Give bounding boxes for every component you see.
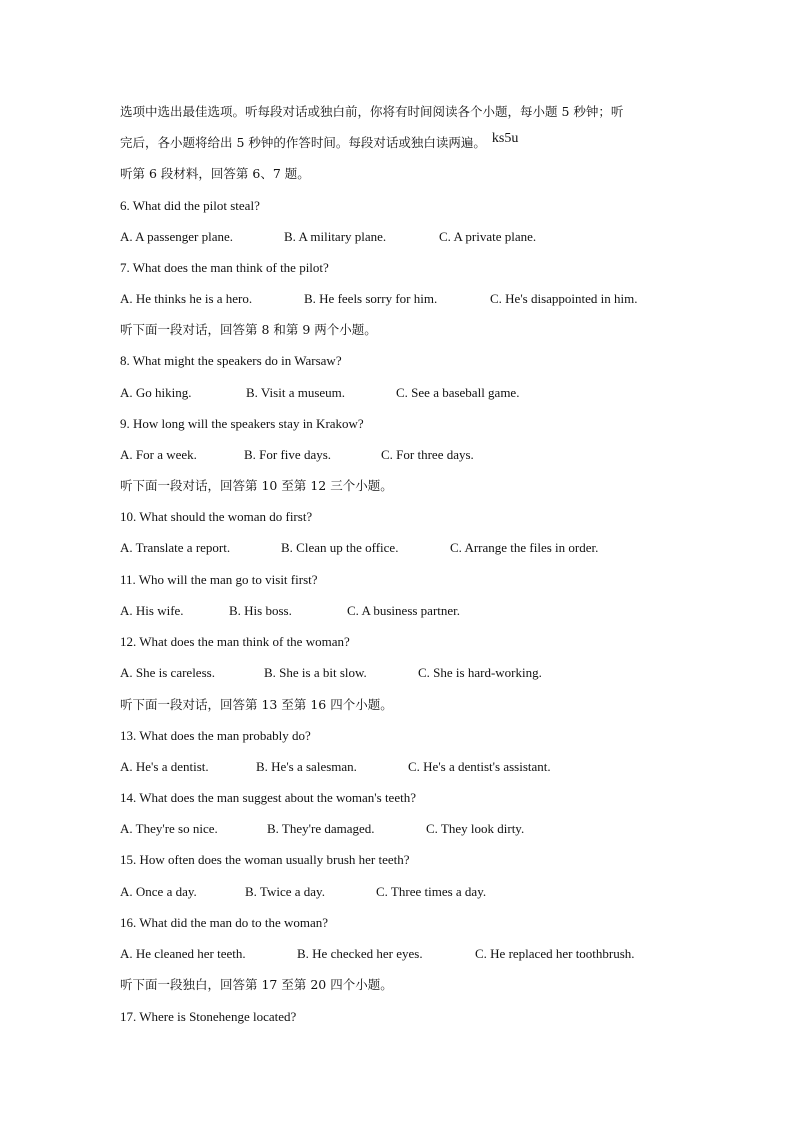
option-a: A. His wife. xyxy=(120,603,184,618)
question-9-stem: 9. How long will the speakers stay in Krakow? xyxy=(120,416,364,431)
option-c: C. She is hard-working. xyxy=(418,665,542,680)
question-6-stem: 6. What did the pilot steal? xyxy=(120,198,260,213)
option-c: C. Three times a day. xyxy=(376,884,487,899)
option-a: A. A passenger plane. xyxy=(120,229,234,244)
question-12-stem: 12. What does the man think of the woman? xyxy=(120,634,350,649)
option-a: A. He cleaned her teeth. xyxy=(120,946,246,961)
option-c: C. He replaced her toothbrush. xyxy=(475,946,635,961)
option-a: A. Once a day. xyxy=(120,884,197,899)
option-b: B. A military plane. xyxy=(284,229,387,244)
option-c: C. See a baseball game. xyxy=(396,385,520,400)
option-c: C. A business partner. xyxy=(347,603,461,618)
question-14-stem: 14. What does the man suggest about the woman's teeth? xyxy=(120,790,416,805)
option-c: C. He's a dentist's assistant. xyxy=(408,759,551,774)
option-b: B. He's a salesman. xyxy=(256,759,357,774)
section-heading-6: 听第 6 段材料，回答第 6、7 题。 xyxy=(120,166,310,181)
question-11-stem: 11. Who will the man go to visit first? xyxy=(120,572,318,587)
option-c: C. For three days. xyxy=(381,447,474,462)
question-15-stem: 15. How often does the woman usually brush her teeth? xyxy=(120,852,410,867)
option-a: A. She is careless. xyxy=(120,665,215,680)
watermark: ks5u xyxy=(491,131,519,146)
section-heading-7: 听下面一段对话，回答第 8 和第 9 两个小题。 xyxy=(120,322,377,337)
option-a: A. He's a dentist. xyxy=(120,759,209,774)
option-c: C. He's disappointed in him. xyxy=(490,291,638,306)
section-heading-9: 听下面一段对话，回答第 13 至第 16 四个小题。 xyxy=(120,697,393,712)
option-b: B. Visit a museum. xyxy=(246,385,346,400)
question-13-stem: 13. What does the man probably do? xyxy=(120,728,311,743)
instruction-line-1: 选项中选出最佳选项。听每段对话或独白前，你将有时间阅读各个小题，每小题 5 秒钟；听 xyxy=(120,104,624,119)
option-b: B. His boss. xyxy=(229,603,292,618)
option-b: B. He checked her eyes. xyxy=(297,946,423,961)
option-c: C. They look dirty. xyxy=(426,821,525,836)
instruction-text: 完后，各小题将给出 5 秒钟的作答时间。每段对话或独白读两遍。 xyxy=(120,135,486,150)
section-heading-8: 听下面一段对话，回答第 10 至第 12 三个小题。 xyxy=(120,478,393,493)
option-b: B. He feels sorry for him. xyxy=(304,291,438,306)
option-c: C. A private plane. xyxy=(439,229,537,244)
option-b: B. Twice a day. xyxy=(245,884,325,899)
section-heading-10: 听下面一段独白，回答第 17 至第 20 四个小题。 xyxy=(120,977,393,992)
option-c: C. Arrange the files in order. xyxy=(450,540,599,555)
question-10-stem: 10. What should the woman do first? xyxy=(120,509,313,524)
question-8-stem: 8. What might the speakers do in Warsaw? xyxy=(120,353,342,368)
option-a: A. He thinks he is a hero. xyxy=(120,291,253,306)
option-b: B. They're damaged. xyxy=(267,821,375,836)
option-a: A. For a week. xyxy=(120,447,197,462)
option-a: A. Translate a report. xyxy=(120,540,231,555)
question-7-stem: 7. What does the man think of the pilot? xyxy=(120,260,329,275)
option-a: A. They're so nice. xyxy=(120,821,218,836)
option-b: B. For five days. xyxy=(244,447,332,462)
question-16-stem: 16. What did the man do to the woman? xyxy=(120,915,329,930)
instruction-line-2 xyxy=(120,131,519,152)
option-b: B. Clean up the office. xyxy=(281,540,399,555)
question-17-stem: 17. Where is Stonehenge located? xyxy=(120,1009,297,1024)
option-a: A. Go hiking. xyxy=(120,385,192,400)
option-b: B. She is a bit slow. xyxy=(264,665,367,680)
